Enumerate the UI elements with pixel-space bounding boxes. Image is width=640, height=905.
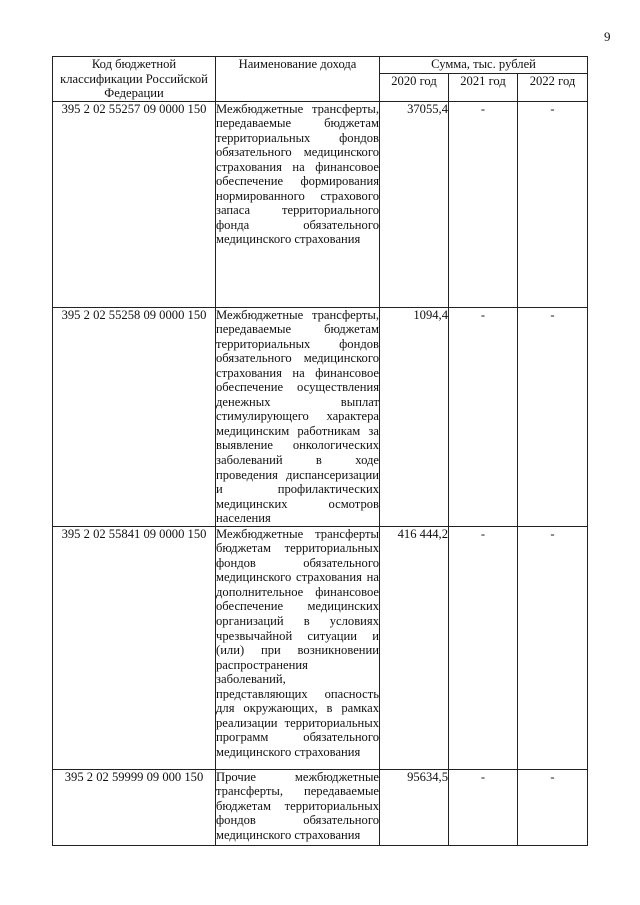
row-value-2021: - — [449, 101, 518, 307]
row-value-2020: 416 444,2 — [380, 526, 449, 769]
row-value-2022: - — [518, 307, 588, 526]
header-year-2021: 2021 год — [449, 74, 518, 101]
row-value-2021: - — [449, 307, 518, 526]
row-name: Межбюджетные трансферты, передаваемые бюджетам территориальных фондов обязательного медицинского страхования на финансовое обеспечение осуществления денежных выплат стимулирующего характера медицинским работникам за выявление онкологических заболеваний в ходе проведения диспансеризации и профилактических медицинских осмотров населения — [216, 307, 379, 526]
row-name: Межбюджетные трансферты бюджетам территориальных фондов обязательного медицинского страхования на дополнительное финансовое обеспечение медицинских организаций в условиях чрезвычайной ситуации и (или) при возникновении распространения заболеваний, представляющих опасность для окружающих, в рамках реализации территориальных программ обязательного медицинского страхования — [216, 526, 380, 769]
row-code: 395 2 02 55258 09 0000 150 — [53, 307, 216, 526]
row-code: 395 2 02 55841 09 0000 150 — [53, 526, 216, 769]
table-row — [53, 769, 588, 845]
budget-income-table — [52, 56, 588, 846]
row-value-2020: 1094,4 — [380, 307, 449, 526]
header-sum: Сумма, тыс. рублей — [380, 57, 588, 74]
row-name: Прочие межбюджетные трансферты, передаваемые бюджетам территориальных фондов обязательного медицинского страхования — [216, 769, 380, 845]
row-value-2021: - — [449, 769, 518, 845]
row-value-2021: - — [449, 526, 518, 769]
row-value-2020: 95634,5 — [380, 769, 449, 845]
header-year-2022: 2022 год — [518, 74, 588, 101]
header-name: Наименование дохода — [216, 57, 380, 102]
row-value-2020: 37055,4 — [380, 101, 449, 307]
row-value-2022: - — [518, 769, 588, 845]
row-value-2022: - — [518, 101, 588, 307]
row-code: 395 2 02 55257 09 0000 150 — [53, 101, 216, 307]
table-header-row — [53, 57, 588, 74]
row-value-2022: - — [518, 526, 588, 769]
page-number: 9 — [604, 29, 611, 44]
header-code: Код бюджетной классификации Российской Федерации — [53, 57, 216, 102]
table-row — [53, 526, 588, 769]
row-code: 395 2 02 59999 09 000 150 — [53, 769, 216, 845]
table-row — [53, 307, 588, 526]
header-year-2020: 2020 год — [380, 74, 449, 101]
row-name: Межбюджетные трансферты, передаваемые бюджетам территориальных фондов обязательного медицинского страхования на финансовое обеспечение формирования нормированного страхового запаса территориального фонда обязательного медицинского страхования — [216, 101, 380, 307]
table-row — [53, 101, 588, 307]
